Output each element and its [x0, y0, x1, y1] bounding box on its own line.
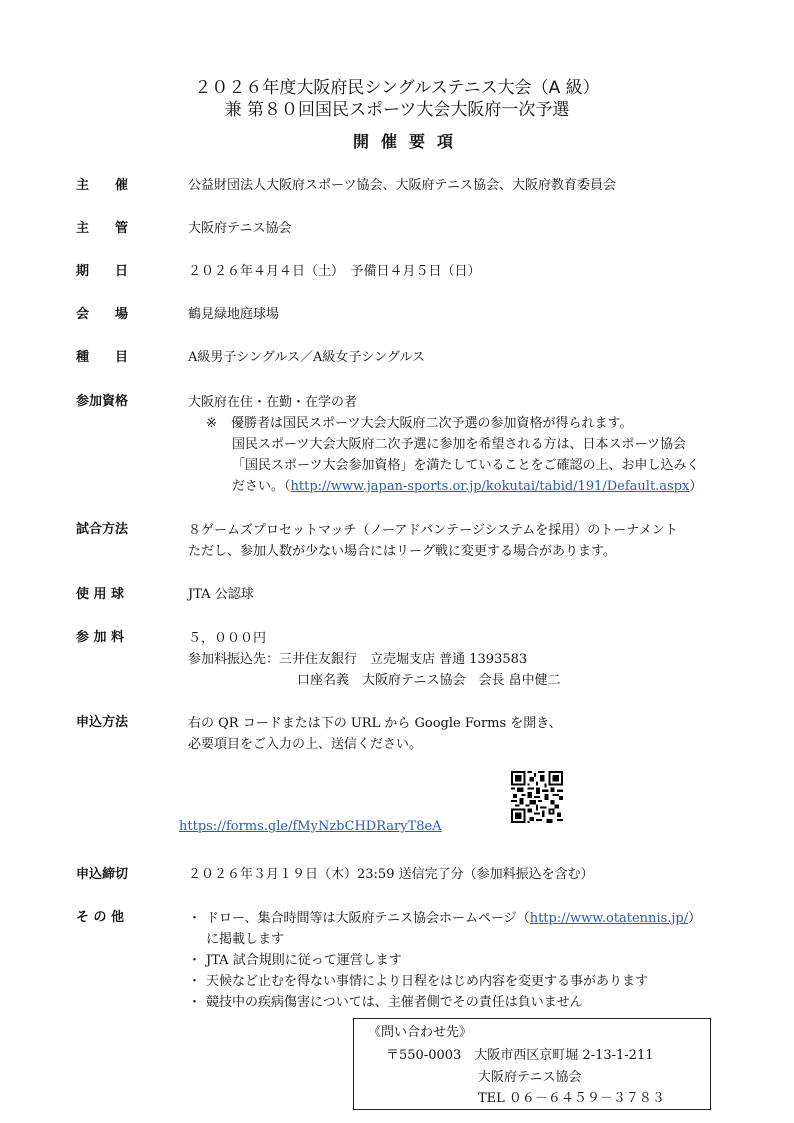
manager-value: 大阪府テニス協会 — [188, 221, 292, 236]
apply-block — [188, 713, 562, 755]
note-mark: ※ — [206, 416, 217, 431]
format-line-2: ただし、参加人数が少ない場合にはリーグ戦に変更する場合があります。 — [188, 544, 616, 559]
eligibility-note-3: 「国民スポーツ大会参加資格」を満たしていることをご確認の上、お申し込みく — [232, 458, 700, 473]
events-value: A級男子シングルス／A級女子シングルス — [188, 350, 426, 365]
list-item: ・ 競技中の疾病傷害については、主催者側でその責任は負いません — [188, 995, 583, 1010]
apply-label: 申込方法 — [76, 715, 129, 730]
eligibility-note-2: 国民スポーツ大会大阪府二次予選に参加を希望される方は、日本スポーツ協会 — [232, 437, 686, 452]
manager-label: 主 管 — [76, 221, 129, 236]
format-line-1: ８ゲームズプロセットマッチ（ノーアドバンテージシステムを採用）のトーナメント — [188, 523, 678, 538]
contact-heading: 《問い合わせ先》 — [368, 1025, 473, 1040]
eligibility-note-1: 優勝者は国民スポーツ大会大阪府二次予選の参加資格が得られます。 — [231, 416, 633, 431]
japan-sports-link[interactable]: http://www.japan-sports.or.jp/kokutai/tabid/191/Default.aspx — [290, 479, 690, 494]
list-item: ・ JTA 試合規則に従って運営します — [188, 953, 402, 968]
venue-label: 会 場 — [76, 307, 129, 322]
deadline-label: 申込締切 — [76, 867, 129, 882]
ball-label: 使 用 球 — [76, 587, 125, 602]
organizer-label: 主 催 — [76, 178, 129, 193]
list-item-continuation: に掲載します — [206, 932, 285, 947]
apply-line-1: 右の QR コードまたは下の URL から Google Forms を開き、 — [188, 716, 562, 731]
qr-code-icon[interactable] — [511, 771, 563, 823]
eligibility-line-1: 大阪府在住・在勤・在学の者 — [188, 395, 358, 410]
fee-bank: 参加料振込先：三井住友銀行 立売堀支店 普通 1393583 — [188, 652, 528, 667]
date-label: 期 日 — [76, 264, 129, 279]
fee-amount: ５，０００円 — [188, 631, 267, 646]
eligibility-note-4 — [188, 476, 702, 497]
contact-box — [353, 1018, 711, 1110]
fee-label: 参 加 料 — [76, 630, 125, 645]
list-item: ・ ドロー、集合時間等は大阪府テニス協会ホームページ（http://www.otatennis.jp/） — [188, 911, 702, 926]
other-list — [188, 908, 701, 1013]
eligibility-note-4-prefix: ださい。（ — [232, 479, 291, 494]
otatennis-link[interactable]: http://www.otatennis.jp/ — [529, 911, 689, 926]
events-label: 種 目 — [76, 350, 129, 365]
eligibility-block — [188, 392, 702, 497]
date-value: ２０２６年４月４日（土） 予備日４月５日（日） — [188, 264, 481, 279]
google-forms-link[interactable]: https://forms.gle/fMyNzbCHDRaryT8eA — [179, 819, 442, 834]
contact-org: 大阪府テニス協会 — [478, 1070, 582, 1085]
venue-value: 鶴見緑地庭球場 — [188, 307, 280, 322]
fee-account: 口座名義 大阪府テニス協会 会長 畠中健二 — [297, 673, 561, 688]
title-line-2: 兼 第８０回国民スポーツ大会大阪府一次予選 — [224, 100, 570, 120]
format-block — [188, 520, 678, 562]
eligibility-note-4-suffix: ） — [689, 479, 703, 494]
contact-tel: TEL ０６－６４５９－３７８３ — [478, 1091, 665, 1106]
title-line-3: 開催要項 — [352, 132, 465, 151]
organizer-value: 公益財団法人大阪府スポーツ協会、大阪府テニス協会、大阪府教育委員会 — [188, 178, 616, 193]
eligibility-label: 参加資格 — [76, 394, 129, 409]
fee-block — [188, 628, 561, 691]
format-label: 試合方法 — [76, 522, 129, 537]
contact-address: 〒550-0003 大阪市西区京町堀 2-13-1-211 — [386, 1048, 654, 1063]
title-line-1: ２０２６年度大阪府民シングルステニス大会（A 級） — [194, 78, 600, 98]
deadline-value: ２０２６年３月１９日（木）23:59 送信完了分（参加料振込を含む） — [188, 867, 594, 882]
ball-value: JTA 公認球 — [188, 587, 254, 602]
other-label: そ の 他 — [76, 910, 125, 925]
list-item: ・ 天候など止むを得ない事情により日程をはじめ内容を変更する事があります — [188, 974, 649, 989]
apply-line-2: 必要項目をご入力の上、送信ください。 — [188, 737, 423, 752]
